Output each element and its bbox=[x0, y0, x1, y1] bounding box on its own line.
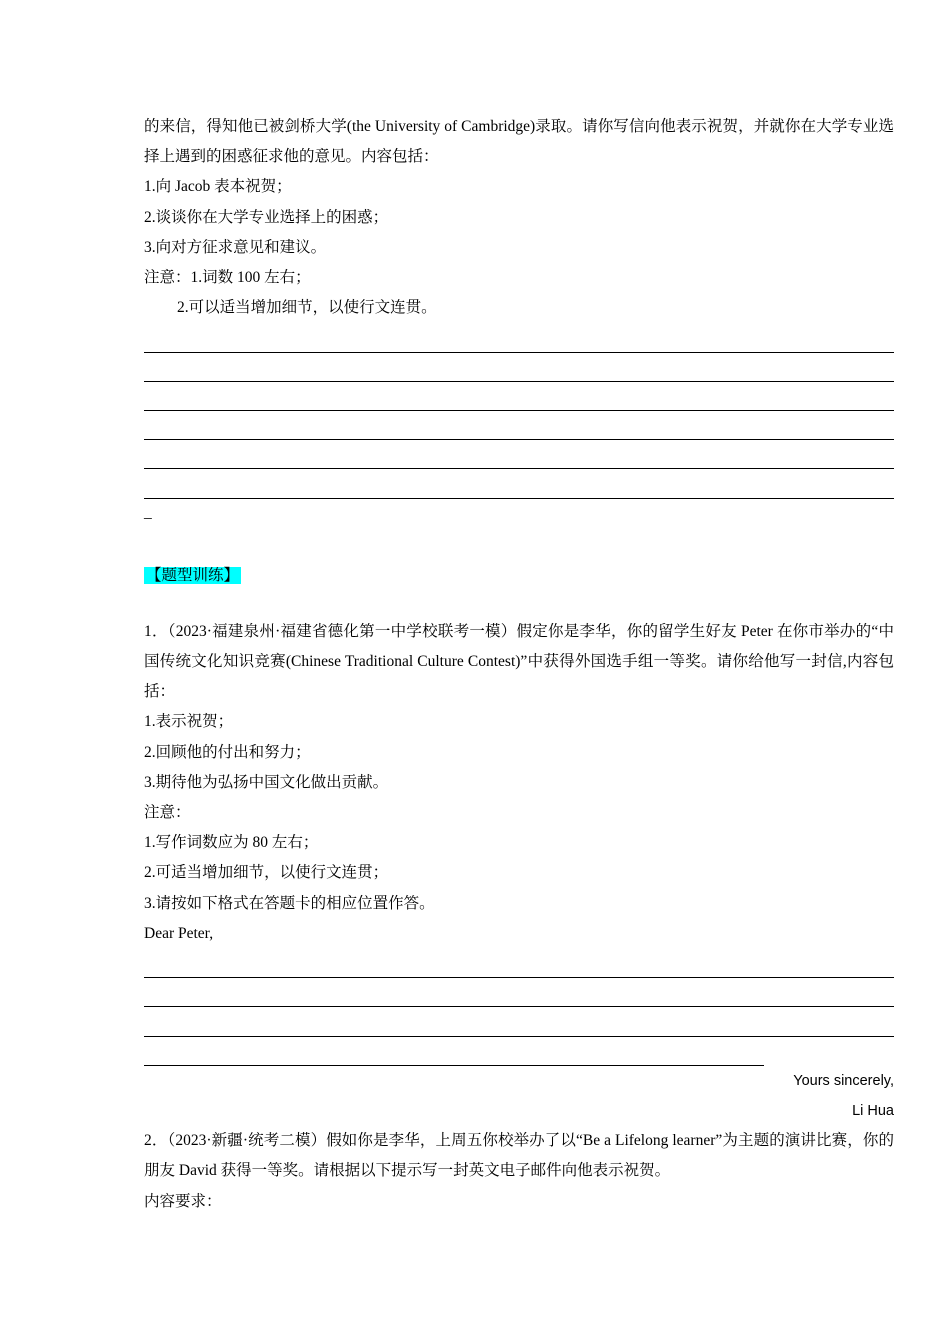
q1-item-3: 3.期待他为弘扬中国文化做出贡献。 bbox=[144, 773, 389, 791]
answer-line[interactable] bbox=[144, 1007, 894, 1036]
q2-requirements-label: 内容要求： bbox=[144, 1192, 222, 1210]
intro-item-3: 3.向对方征求意见和建议。 bbox=[144, 238, 327, 256]
answer-line[interactable] bbox=[144, 353, 894, 382]
q1-closing: Yours sincerely, bbox=[793, 1072, 894, 1089]
q1-signature: Li Hua bbox=[852, 1102, 894, 1119]
answer-line[interactable] bbox=[144, 949, 894, 978]
q1-answer-lines[interactable] bbox=[144, 949, 894, 1066]
spacer bbox=[144, 527, 894, 561]
answer-line[interactable] bbox=[144, 382, 894, 411]
q1-note-3: 3.请按如下格式在答题卡的相应位置作答。 bbox=[144, 894, 435, 912]
intro-paragraph: 的来信，得知他已被剑桥大学(the University of Cambridge)录取。请你写信向他表示祝贺，并就你在大学专业选择上遇到的困惑征求他的意见。内容包括： bbox=[144, 118, 894, 166]
q1-item-1: 1.表示祝贺； bbox=[144, 713, 234, 731]
q1-salutation: Dear Peter, bbox=[144, 924, 214, 942]
q1-note-1: 1.写作词数应为 80 左右； bbox=[144, 834, 319, 852]
answer-line[interactable] bbox=[144, 440, 894, 469]
intro-item-2: 2.谈谈你在大学专业选择上的困惑； bbox=[144, 208, 389, 226]
intro-item-1: 1.向 Jacob 表本祝贺； bbox=[144, 178, 292, 196]
answer-line[interactable] bbox=[144, 323, 894, 352]
intro-note-2: 2.可以适当增加细节，以使行文连贯。 bbox=[177, 299, 437, 317]
trailing-underscore: _ bbox=[144, 503, 152, 521]
answer-line[interactable] bbox=[144, 1037, 764, 1066]
answer-line[interactable] bbox=[144, 469, 894, 498]
spacer bbox=[144, 591, 894, 617]
q1-note-2: 2.可适当增加细节，以使行文连贯； bbox=[144, 864, 389, 882]
intro-note-1: 注意：1.词数 100 左右； bbox=[144, 269, 311, 287]
intro-answer-lines[interactable] bbox=[144, 323, 894, 498]
section-title: 【题型训练】 bbox=[146, 566, 240, 584]
question-1-paragraph: 1．（2023·福建泉州·福建省德化第一中学校联考一模）假定你是李华，你的留学生好友 Peter 在你市举办的“中国传统文化知识竞赛(Chinese Traditional Culture Contest)”中获得外国选手组一等奖。请你给他写一封信,内容包括： bbox=[144, 622, 894, 701]
answer-line[interactable] bbox=[144, 978, 894, 1007]
q1-note-label: 注意： bbox=[144, 803, 191, 821]
page-content bbox=[144, 112, 894, 1217]
question-2-paragraph: 2．（2023·新疆·统考二模）假如你是李华，上周五你校举办了以“Be a Lifelong learner”为主题的演讲比赛，你的朋友 David 获得一等奖。请根据以下提示写一封英文电子邮件向他表示祝贺。 bbox=[144, 1132, 894, 1180]
answer-line[interactable] bbox=[144, 411, 894, 440]
q1-item-2: 2.回顾他的付出和努力； bbox=[144, 743, 311, 761]
